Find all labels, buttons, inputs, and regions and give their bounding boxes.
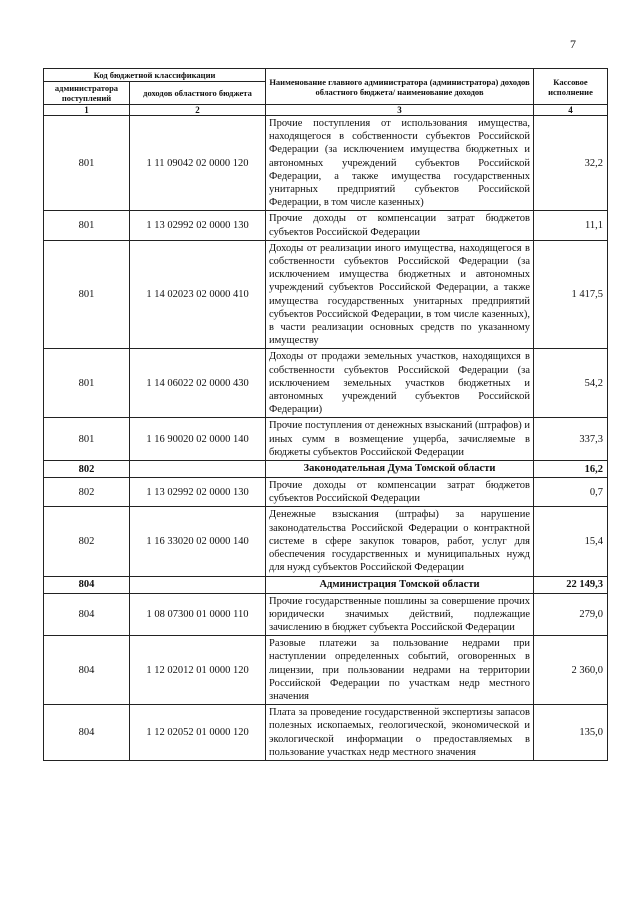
table-row	[44, 636, 608, 705]
name-header: Наименование главного администратора (администратора) доходов областного бюджета/ наименование доходов	[266, 69, 534, 105]
income-table	[43, 68, 608, 761]
income-name-cell: Прочие доходы от компенсации затрат бюджетов субъектов Российской Федерации	[266, 211, 534, 240]
admin-code-cell: 801	[44, 418, 130, 461]
amount-cell: 54,2	[534, 349, 608, 418]
income-code-cell: 1 11 09042 02 0000 120	[130, 116, 266, 211]
admin-code-cell: 802	[44, 461, 130, 478]
income-code-cell: 1 08 07300 01 0000 110	[130, 593, 266, 636]
admin-code-cell: 801	[44, 349, 130, 418]
admin-code-cell: 801	[44, 240, 130, 349]
amount-cell: 1 417,5	[534, 240, 608, 349]
income-name-cell: Прочие поступления от использования имущества, находящегося в собственности субъектов Российской Федерации (за исключением имущества бюджетных и автономных учреждений субъектов Российской Федерации, а также имущества государственных унитарных предприятий субъектов Российской Федерации, в том числе казенных)	[266, 116, 534, 211]
amount-cell: 32,2	[534, 116, 608, 211]
table-row	[44, 211, 608, 240]
table-row	[44, 418, 608, 461]
income-code-header: доходов областного бюджета	[130, 82, 266, 105]
admin-code-cell: 804	[44, 593, 130, 636]
table-row	[44, 116, 608, 211]
column-number: 3	[266, 105, 534, 116]
income-name-cell: Прочие государственные пошлины за совершение прочих юридически значимых действий, подлежащие зачислению в бюджет субъекта Российской Федерации	[266, 593, 534, 636]
amount-header: Кассовое исполнение	[534, 69, 608, 105]
income-code-cell: 1 13 02992 02 0000 130	[130, 211, 266, 240]
income-code-cell: 1 14 06022 02 0000 430	[130, 349, 266, 418]
admin-code-cell: 804	[44, 576, 130, 593]
income-name-cell: Законодательная Дума Томской области	[266, 461, 534, 478]
amount-cell: 279,0	[534, 593, 608, 636]
income-code-cell	[130, 576, 266, 593]
admin-code-cell: 804	[44, 705, 130, 761]
income-code-cell: 1 12 02012 01 0000 120	[130, 636, 266, 705]
income-name-cell: Прочие доходы от компенсации затрат бюджетов субъектов Российской Федерации	[266, 478, 534, 507]
kbk-header: Код бюджетной классификации	[44, 69, 266, 82]
column-numbers-row	[44, 105, 608, 116]
table-row	[44, 705, 608, 761]
page-number: 7	[570, 37, 576, 51]
column-number: 2	[130, 105, 266, 116]
amount-cell: 22 149,3	[534, 576, 608, 593]
table-row	[44, 507, 608, 576]
amount-cell: 16,2	[534, 461, 608, 478]
admin-code-header: администратора поступлений	[44, 82, 130, 105]
table-group-row	[44, 461, 608, 478]
column-number: 1	[44, 105, 130, 116]
admin-code-cell: 802	[44, 478, 130, 507]
amount-cell: 11,1	[534, 211, 608, 240]
admin-code-cell: 802	[44, 507, 130, 576]
amount-cell: 337,3	[534, 418, 608, 461]
table-row	[44, 349, 608, 418]
amount-cell: 2 360,0	[534, 636, 608, 705]
amount-cell: 135,0	[534, 705, 608, 761]
table-row	[44, 240, 608, 349]
income-name-cell: Денежные взыскания (штрафы) за нарушение законодательства Российской Федерации о контрактной системе в сфере закупок товаров, работ, услуг для обеспечения государственных и муниципальных нужд для нужд субъектов Российской Федерации	[266, 507, 534, 576]
income-name-cell: Доходы от продажи земельных участков, находящихся в собственности субъектов Российской Федерации (за исключением земельных участков бюджетных и автономных учреждений субъектов Российской Федерации)	[266, 349, 534, 418]
admin-code-cell: 804	[44, 636, 130, 705]
income-name-cell: Плата за проведение государственной экспертизы запасов полезных ископаемых, геологической, экономической и экологической информации о предоставляемых в пользование участках недр местного значения	[266, 705, 534, 761]
income-code-cell: 1 16 33020 02 0000 140	[130, 507, 266, 576]
column-number: 4	[534, 105, 608, 116]
income-code-cell: 1 12 02052 01 0000 120	[130, 705, 266, 761]
income-code-cell: 1 16 90020 02 0000 140	[130, 418, 266, 461]
table-row	[44, 478, 608, 507]
table-body	[44, 116, 608, 761]
amount-cell: 15,4	[534, 507, 608, 576]
table-row	[44, 593, 608, 636]
income-code-cell: 1 14 02023 02 0000 410	[130, 240, 266, 349]
income-name-cell: Разовые платежи за пользование недрами при наступлении определенных событий, оговоренных в лицензии, при пользовании недрами на территории Российской Федерации по участкам недр местного значения	[266, 636, 534, 705]
income-name-cell: Доходы от реализации иного имущества, находящегося в собственности субъектов Российской Федерации (за исключением имущества бюджетных и автономных учреждений субъектов Российской Федерации, а также имущества государственных унитарных предприятий субъектов Российской Федерации, в том числе казенных), в части реализации основных средств по указанному имуществу	[266, 240, 534, 349]
income-name-cell: Прочие поступления от денежных взысканий (штрафов) и иных сумм в возмещение ущерба, зачисляемые в бюджеты субъектов Российской Федерации	[266, 418, 534, 461]
income-name-cell: Администрация Томской области	[266, 576, 534, 593]
income-code-cell: 1 13 02992 02 0000 130	[130, 478, 266, 507]
admin-code-cell: 801	[44, 116, 130, 211]
amount-cell: 0,7	[534, 478, 608, 507]
income-code-cell	[130, 461, 266, 478]
admin-code-cell: 801	[44, 211, 130, 240]
table-group-row	[44, 576, 608, 593]
